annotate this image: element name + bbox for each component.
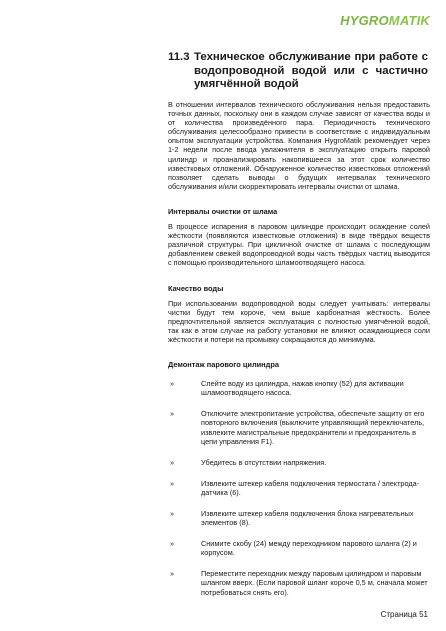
- list-item: » Переместите переходник между паровым цилиндром и паровым шлангом вверх. (Если паровой шланг короче 0,5 м, сначала может потребоваться снять его).: [170, 569, 428, 597]
- subheading-cylinder-removal: Демонтаж парового цилиндра: [168, 360, 279, 370]
- list-item: » Снимите скобу (24) между переходником парового шланга (2) и корпусом.: [170, 539, 417, 558]
- section-heading: [168, 51, 428, 92]
- list-item: » Убедитесь в отсутствии напряжения.: [170, 457, 327, 467]
- bullet-marker: »: [170, 379, 175, 389]
- list-item: » Извлеките штекер кабеля подключения термостата / электрода-датчика (6).: [170, 478, 420, 497]
- intro-paragraph: В отношении интервалов технического обслуживания нельзя предоставить точных данных, поскольку они в каждом случае зависят от качества воды и от количества произведённого пара. Периодичность технического обслуживания целесообразно привести в соответствие с индивидуальным опытом эксплуатации устройства. Компания HygroMatik рекомендует через 1-2 недели после ввода увлажнителя в эксплуатацию открыть паровой цилиндр и проанализировать накопившееся за этот срок количество известковых отложений. Обнаруженное количество известковых отложений позволяет сделать выводы о будущих интервалах технического обслуживания и/или скорректировать интервалы очистки от шлама.: [168, 100, 430, 191]
- bullet-marker: »: [170, 457, 175, 467]
- removal-steps-list: [168, 379, 430, 597]
- subheading-sludge-intervals: Интервалы очистки от шлама: [168, 206, 278, 216]
- bullet-marker: »: [170, 409, 175, 419]
- bullet-marker: »: [170, 569, 175, 579]
- bullet-marker: »: [170, 509, 175, 518]
- bullet-marker: »: [170, 478, 175, 488]
- subheading-water-quality: Качество воды: [168, 283, 224, 293]
- list-item: » Отключите электропитание устройства, обеспечьте защиту от его повторного включения (выключите управляющий переключатель, извлеките магистральные предохранители и предохранитель в цепи управления F1).: [170, 409, 425, 446]
- section-title: Техническое обслуживание при работе с водопроводной водой или с частично умягчённой водой: [194, 51, 428, 90]
- sludge-intervals-paragraph: В процессе испарения в паровом цилиндре происходит осаждение солей жёсткости (появляются известковые отложения) в виде твёрдых веществ различной структуры. При цикличной очистке от шлама с последующим добавлением свежей водопроводной воды часть твёрдых частиц выводится с помощью производительного шламоотводящего насоса.: [168, 222, 430, 268]
- hygromatik-logo: HYGROMATIK: [340, 13, 430, 28]
- list-item: » Извлеките штекер кабеля подключения блока нагревательных элементов (8).: [170, 509, 414, 528]
- bullet-marker: »: [170, 539, 175, 549]
- water-quality-paragraph: При использовании водопроводной воды следует учитывать: интервалы чистки будут тем короче, чем выше карбонатная жёсткость. Более предпочтительной является эксплуатация с полностью умягчённой водой, так как в этом случае на работу установки не влияют осаждающиеся соли жёсткости и потери на промывку сокращаются до минимума.: [168, 298, 430, 344]
- page-content: [168, 100, 430, 597]
- section-number: 11.3: [168, 51, 190, 63]
- page-number: Страница 51: [380, 610, 428, 619]
- list-item: » Слейте воду из цилиндра, нажав кнопку (52) для активации шламоотводящего насоса.: [170, 379, 404, 398]
